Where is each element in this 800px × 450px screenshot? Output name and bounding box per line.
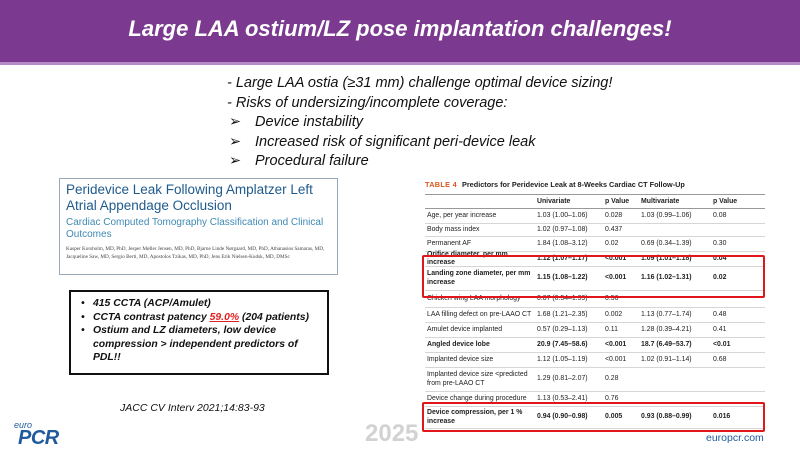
arrow-bullet-icon: ➢ <box>229 153 242 169</box>
cell-multivariate: 1.28 (0.39–4.21) <box>641 325 692 333</box>
cell-p-value-1: <0.001 <box>605 254 627 262</box>
cell-univariate: 1.13 (0.53–2.41) <box>537 394 588 402</box>
sub-bullet-text: Increased risk of significant peri-device leak <box>255 133 536 150</box>
cell-variable: Implanted device size <predicted from pre-LAAO CT <box>427 371 528 387</box>
paper-header <box>59 178 338 275</box>
patency-highlight: 59.0% <box>209 311 240 323</box>
cell-univariate: 0.57 (0.29–1.13) <box>537 325 588 333</box>
table-label: TABLE 4 <box>425 180 457 189</box>
cell-variable: Amulet device implanted <box>427 325 503 333</box>
cell-univariate: 1.02 (0.97–1.08) <box>537 225 588 233</box>
cell-p-value-2: 0.30 <box>713 239 727 247</box>
cell-p-value-2: 0.016 <box>713 413 731 421</box>
sub-bullet-text: Procedural failure <box>255 153 369 169</box>
cell-p-value-1: 0.005 <box>605 413 623 421</box>
cell-univariate: 1.29 (0.81–2.07) <box>537 375 588 383</box>
key-points-box <box>69 290 329 375</box>
cell-p-value-1: 0.002 <box>605 310 623 318</box>
cell-variable: Angled device lobe <box>427 340 490 348</box>
cell-multivariate: 1.09 (1.01–1.18) <box>641 254 692 262</box>
cell-multivariate: 0.69 (0.34–1.39) <box>641 239 692 247</box>
table-header <box>425 194 765 209</box>
table-row <box>425 323 765 338</box>
cell-multivariate: 1.02 (0.91–1.14) <box>641 355 692 363</box>
cell-variable: Device change during procedure <box>427 394 527 402</box>
arrow-bullet-icon: ➢ <box>229 133 242 150</box>
cell-variable: Chicken wing LAA morphology <box>427 294 521 302</box>
cell-univariate: 0.87 (0.54–1.39) <box>537 294 588 302</box>
cell-multivariate: 0.93 (0.88–0.99) <box>641 413 692 421</box>
table-row <box>425 338 765 353</box>
header-multivariate: Multivariate <box>641 198 680 205</box>
cell-p-value-1: 0.02 <box>605 239 619 247</box>
cell-variable: Permanent AF <box>427 239 472 247</box>
cell-variable: Device compression, per 1 % increase <box>427 409 523 425</box>
key-point-2-suffix: (204 patients) <box>239 311 309 323</box>
cell-univariate: 1.84 (1.08–3.12) <box>537 239 588 247</box>
cell-variable: Body mass index <box>427 225 480 233</box>
year-watermark: 2025 <box>365 420 419 447</box>
cell-univariate: 1.12 (1.05–1.19) <box>537 355 588 363</box>
cell-p-value-2: 0.02 <box>713 274 727 282</box>
paper-authors: Kasper Korsholm, MD, PhD, Jesper Møller Jensen, MD, PhD, Bjarne Linde Nørgaard, MD, PhD, Athanasios Samaras, MD, Jacqueline Saw, MD, Sergio Berti, MD, Apostolos Tzikas, MD, PhD, Jens Erik Nielsen-Kudsk, MD, DMSc <box>66 246 325 260</box>
predictors-table <box>425 178 765 429</box>
cell-univariate: 1.15 (1.08–1.22) <box>537 274 588 282</box>
header-p-value-1: p Value <box>605 198 630 205</box>
table-title <box>425 178 765 194</box>
cell-p-value-1: <0.001 <box>605 340 627 348</box>
citation: JACC CV Interv 2021;14:83-93 <box>120 402 265 414</box>
cell-univariate: 0.94 (0.90–0.98) <box>537 413 588 421</box>
header-univariate: Univariate <box>537 198 571 205</box>
bullet-1: - Large LAA ostia (≥31 mm) challenge optimal device sizing! <box>227 75 613 91</box>
cell-p-value-1: 0.028 <box>605 211 623 219</box>
slide-title: Large LAA ostium/LZ pose implantation challenges! <box>128 16 672 41</box>
cell-variable: Age, per year increase <box>427 211 497 219</box>
table-row <box>425 224 765 237</box>
cell-variable: Implanted device size <box>427 355 494 363</box>
table-caption: Predictors for Peridevice Leak at 8-Weeks Cardiac CT Follow-Up <box>461 180 685 189</box>
cell-variable: LAA filling defect on pre-LAAO CT <box>427 310 532 318</box>
cell-multivariate: 1.03 (0.99–1.06) <box>641 211 692 219</box>
table-row <box>425 353 765 368</box>
logo-euro-text: euro <box>14 420 33 430</box>
logo-pcr-text: PCR <box>18 427 59 449</box>
cell-univariate: 1.12 (1.07–1.17) <box>537 254 588 262</box>
table-row <box>425 368 765 392</box>
key-point-1: • 415 CCTA (ACP/Amulet) <box>81 297 319 311</box>
cell-univariate: 1.68 (1.21–2.35) <box>537 310 588 318</box>
cell-multivariate: 1.16 (1.02–1.31) <box>641 274 692 282</box>
bullet-list <box>227 74 612 172</box>
header-p-value-2: p Value <box>713 198 738 205</box>
sub-bullet-3 <box>227 152 612 172</box>
cell-p-value-1: <0.001 <box>605 355 627 363</box>
table-row <box>425 308 765 323</box>
cell-p-value-1: <0.001 <box>605 274 627 282</box>
cell-p-value-2: 0.68 <box>713 355 727 363</box>
website-link[interactable]: europcr.com <box>706 432 764 444</box>
title-bar-stripe <box>0 62 800 65</box>
cell-p-value-2: 0.41 <box>713 325 727 333</box>
key-point-2 <box>81 311 319 325</box>
cell-multivariate: 18.7 (6.49–53.7) <box>641 340 692 348</box>
cell-p-value-2: 0.04 <box>713 254 727 262</box>
bullet-2: - Risks of undersizing/incomplete coverage: <box>227 94 508 111</box>
cell-multivariate: 1.13 (0.77–1.74) <box>641 310 692 318</box>
highlight-box-diameters <box>422 255 765 298</box>
sub-bullet-text: Device instability <box>255 114 363 130</box>
arrow-bullet-icon: ➢ <box>229 114 242 130</box>
cell-p-value-2: <0.01 <box>713 340 731 348</box>
cell-variable: Orifice diameter, per mm increase <box>427 250 508 266</box>
cell-p-value-1: 0.56 <box>605 294 619 302</box>
cell-p-value-2: 0.08 <box>713 211 727 219</box>
cell-p-value-2: 0.48 <box>713 310 727 318</box>
highlight-box-compression <box>422 402 765 432</box>
cell-p-value-1: 0.76 <box>605 394 619 402</box>
cell-p-value-1: 0.11 <box>605 325 618 333</box>
cell-p-value-1: 0.28 <box>605 375 619 383</box>
cell-univariate: 1.03 (1.00–1.06) <box>537 211 588 219</box>
paper-title: Peridevice Leak Following Amplatzer Left Atrial Appendage Occlusion <box>66 182 313 213</box>
key-point-3: • Ostium and LZ diameters, low device compression > independent predictors of PDL!! <box>81 324 319 365</box>
cell-univariate: 20.9 (7.45–58.6) <box>537 340 588 348</box>
table-body <box>425 209 765 429</box>
cell-p-value-1: 0.437 <box>605 225 623 233</box>
paper-subtitle: Cardiac Computed Tomography Classification and Clinical Outcomes <box>66 217 324 240</box>
key-point-2-prefix: CCTA contrast patency <box>93 311 210 323</box>
sub-bullet-2 <box>227 133 612 153</box>
sub-bullet-1 <box>227 113 612 133</box>
table-row <box>425 209 765 224</box>
cell-variable: Landing zone diameter, per mm increase <box>427 270 531 286</box>
